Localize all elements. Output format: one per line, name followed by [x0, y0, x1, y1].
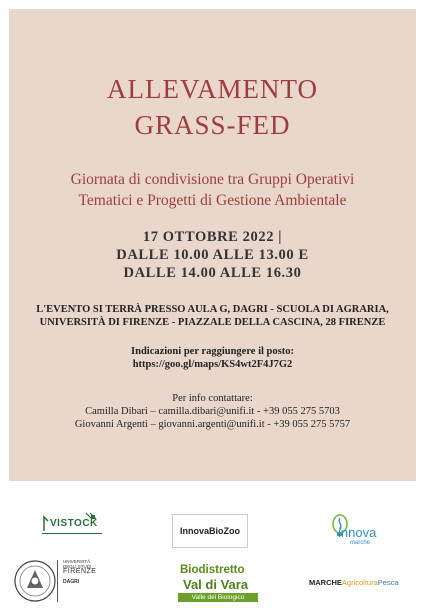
event-contacts: [9, 392, 416, 431]
event-date: 17 OTTOBRE 2022 |: [142, 229, 283, 245]
event-time-afternoon: DALLE 14.00 ALLE 16.30: [123, 265, 302, 281]
val-di-vara-text: Val di Vara: [183, 577, 249, 592]
unifi-firenze: FIRENZE: [63, 568, 97, 575]
contacts-label: Per info contattare:: [172, 393, 253, 404]
event-subtitle: [9, 169, 416, 211]
marche-logo-text: MARCHEAgricolturaPesca: [309, 578, 399, 587]
event-subtitle-line1: Giornata di condivisione tra Gruppi Operativi: [70, 171, 355, 188]
event-venue: [9, 303, 416, 329]
event-title-line2: GRASS-FED: [134, 110, 291, 140]
unifi-separator: [57, 560, 58, 602]
event-title-line1: ALLEVAMENTO: [107, 74, 318, 104]
unifi-line1: UNIVERSITÀ DEGLI STUDI: [63, 559, 92, 569]
valle-del-biologico-text: Valle del Biologico: [178, 593, 258, 602]
event-time-morning: DALLE 10.00 ALLE 13.00 E: [116, 247, 309, 263]
event-datetime: [9, 228, 416, 282]
event-subtitle-line2: Tematici e Progetti di Gestione Ambientale: [78, 192, 347, 209]
unifi-logo: [13, 556, 103, 606]
directions-label: Indicazioni per raggiungere il posto:: [131, 346, 294, 357]
innovabiozoo-logo: InnovaBioZoo: [172, 514, 248, 548]
innova-sub-text: marche: [350, 540, 371, 546]
university-seal-icon: [13, 556, 57, 606]
unifi-dagri: DAGRI: [63, 579, 80, 585]
innova-text: innova: [338, 525, 377, 540]
biodistretto-logo: [178, 564, 258, 602]
vistock-underline: [42, 533, 102, 534]
innova-marche-logo: [328, 512, 388, 552]
vistock-logo: [38, 509, 106, 543]
contact-camilla-dibari: Camilla Dibari – camilla.dibari@unifi.it - +39 055 275 5703: [85, 406, 340, 417]
directions-link[interactable]: https://goo.gl/maps/KS4wt2F4J7G2: [132, 359, 293, 370]
venue-line1: L'EVENTO SI TERRÀ PRESSO AULA G, DAGRI - SCUOLA DI AGRARIA,: [36, 304, 389, 315]
event-directions: [9, 345, 416, 371]
contact-giovanni-argenti: Giovanni Argenti – giovanni.argenti@unifi.it - +39 055 275 5757: [74, 419, 351, 430]
marche-agricoltura-pesca-logo: [309, 578, 409, 600]
event-card: [9, 9, 416, 481]
venue-line2: UNIVERSITÀ DI FIRENZE - PIAZZALE DELLA CASCINA, 28 FIRENZE: [39, 317, 386, 328]
vistock-text: VISTOCK: [50, 518, 98, 529]
biodistretto-text: Biodistretto: [180, 564, 245, 576]
event-title: [9, 71, 416, 143]
